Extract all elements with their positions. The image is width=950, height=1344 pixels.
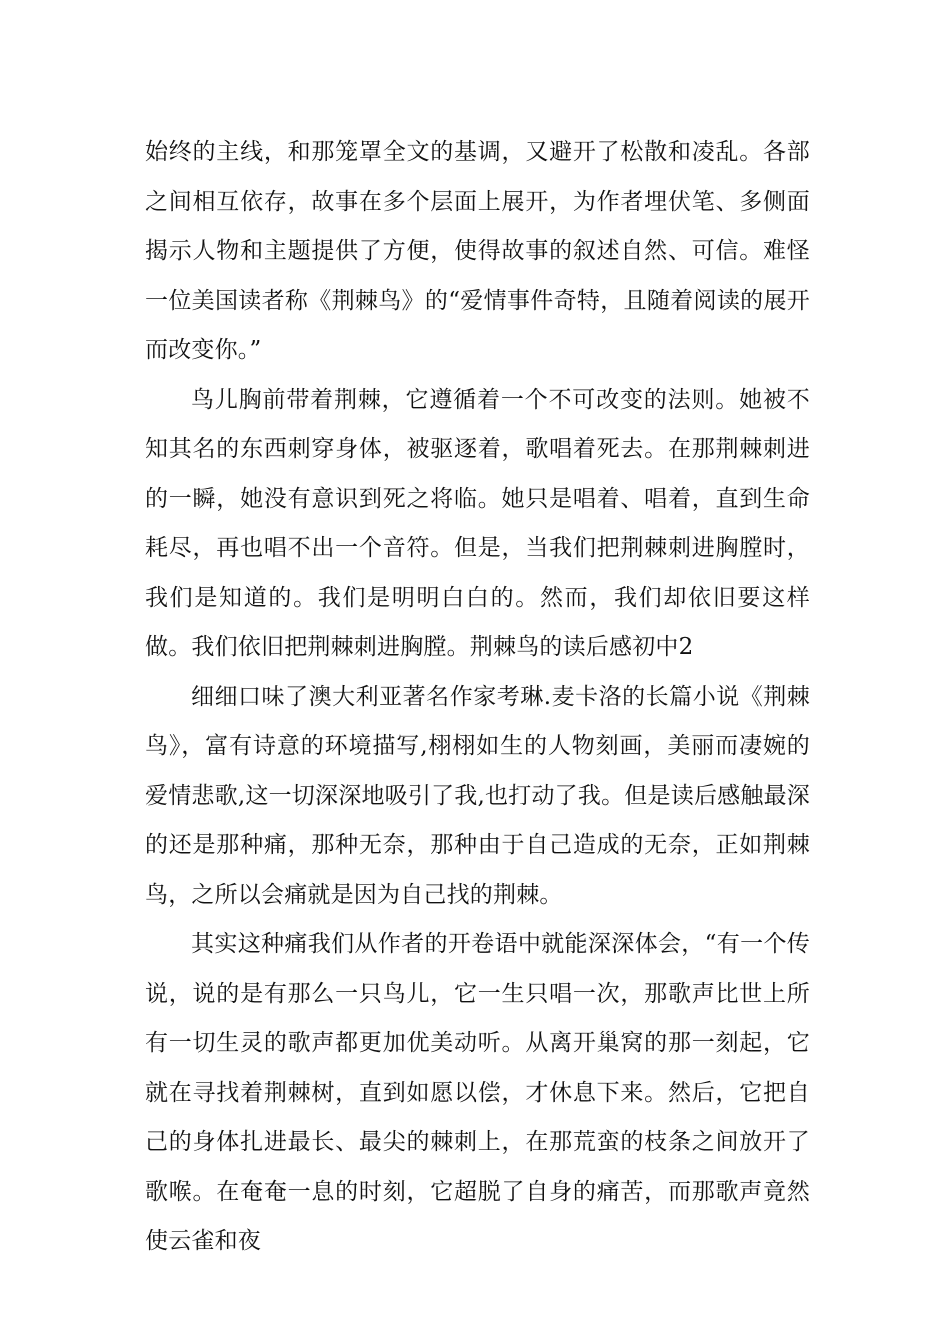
paragraph-2: 鸟儿胸前带着荆棘，它遵循着一个不可改变的法则。她被不知其名的东西刺穿身体，被驱逐着，歌唱着死去。在那荆棘刺进的一瞬，她没有意识到死之将临。她只是唱着、唱着，直到生命耗尽，再也唱不出一个音符。但是，当我们把荆棘刺进胸膛时，我们是知道的。我们是明明白白的。然而，我们却依旧要这样做。我们依旧把荆棘刺进胸膛。荆棘鸟的读后感初中2	[145, 386, 810, 660]
body-text	[145, 128, 810, 1267]
paragraph-3: 细细口味了澳大利亚著名作家考琳.麦卡洛的长篇小说《荆棘鸟》，富有诗意的环境描写,栩栩如生的人物刻画，美丽而凄婉的爱情悲歌,这一切深深地吸引了我,也打动了我。但是读后感触最深的还是那种痛，那种无奈，那种由于自己造成的无奈，正如荆棘鸟，之所以会痛就是因为自己找的荆棘。	[145, 683, 810, 908]
paragraph-4: 其实这种痛我们从作者的开卷语中就能深深体会，“有一个传说，说的是有那么一只鸟儿，它一生只唱一次，那歌声比世上所有一切生灵的歌声都更加优美动听。从离开巢窝的那一刻起，它就在寻找着荆棘树，直到如愿以偿，才休息下来。然后，它把自己的身体扎进最长、最尖的棘刺上，在那荒蛮的枝条之间放开了歌喉。在奄奄一息的时刻，它超脱了自身的痛苦，而那歌声竟然使云雀和夜	[145, 931, 810, 1254]
paragraph-1-continuation: 始终的主线，和那笼罩全文的基调，又避开了松散和凌乱。各部之间相互依存，故事在多个层面上展开，为作者埋伏笔、多侧面揭示人物和主题提供了方便，使得故事的叙述自然、可信。难怪一位美国读者称《荆棘鸟》的“爱情事件奇特，且随着阅读的展开而改变你。”	[145, 139, 810, 363]
